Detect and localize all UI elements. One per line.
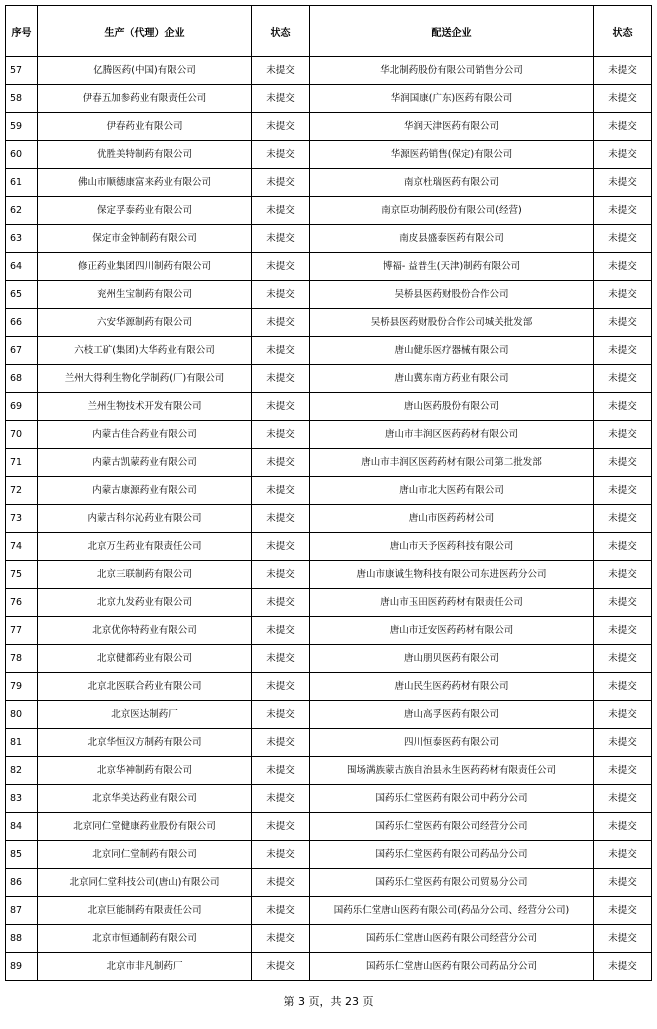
cell-producer: 北京华恒汉方制药有限公司 xyxy=(38,729,252,757)
cell-status-2: 未提交 xyxy=(594,645,652,673)
cell-producer: 北京医达制药厂 xyxy=(38,701,252,729)
cell-status-1: 未提交 xyxy=(252,617,310,645)
cell-seq: 58 xyxy=(6,85,38,113)
cell-status-1: 未提交 xyxy=(252,113,310,141)
cell-producer: 伊春五加参药业有限责任公司 xyxy=(38,85,252,113)
cell-seq: 81 xyxy=(6,729,38,757)
cell-status-2: 未提交 xyxy=(594,57,652,85)
cell-status-1: 未提交 xyxy=(252,561,310,589)
cell-seq: 60 xyxy=(6,141,38,169)
table-row xyxy=(6,757,652,785)
cell-status-1: 未提交 xyxy=(252,225,310,253)
cell-status-2: 未提交 xyxy=(594,925,652,953)
cell-distributor: 华润国康(广东)医药有限公司 xyxy=(310,85,594,113)
cell-producer: 北京北医联合药业有限公司 xyxy=(38,673,252,701)
cell-distributor: 国药乐仁堂医药有限公司药品分公司 xyxy=(310,841,594,869)
cell-producer: 北京万生药业有限责任公司 xyxy=(38,533,252,561)
cell-status-2: 未提交 xyxy=(594,897,652,925)
cell-seq: 72 xyxy=(6,477,38,505)
cell-status-2: 未提交 xyxy=(594,617,652,645)
cell-producer: 保定孚泰药业有限公司 xyxy=(38,197,252,225)
cell-seq: 63 xyxy=(6,225,38,253)
cell-status-1: 未提交 xyxy=(252,729,310,757)
cell-status-1: 未提交 xyxy=(252,841,310,869)
header-row xyxy=(6,6,652,57)
cell-status-2: 未提交 xyxy=(594,869,652,897)
cell-distributor: 国药乐仁堂医药有限公司经营分公司 xyxy=(310,813,594,841)
table-row xyxy=(6,617,652,645)
cell-status-1: 未提交 xyxy=(252,589,310,617)
table-row xyxy=(6,533,652,561)
cell-status-1: 未提交 xyxy=(252,869,310,897)
cell-producer: 优胜美特制药有限公司 xyxy=(38,141,252,169)
cell-status-2: 未提交 xyxy=(594,589,652,617)
cell-producer: 兰州大得利生物化学制药(厂)有限公司 xyxy=(38,365,252,393)
cell-seq: 79 xyxy=(6,673,38,701)
enterprise-status-table xyxy=(5,5,652,981)
cell-status-1: 未提交 xyxy=(252,477,310,505)
cell-distributor: 国药乐仁堂唐山医药有限公司经营分公司 xyxy=(310,925,594,953)
table-body xyxy=(6,57,652,981)
cell-distributor: 四川恒泰医药有限公司 xyxy=(310,729,594,757)
cell-status-1: 未提交 xyxy=(252,533,310,561)
cell-distributor: 围场满族蒙古族自治县永生医药药材有限责任公司 xyxy=(310,757,594,785)
cell-producer: 六枝工矿(集团)大华药业有限公司 xyxy=(38,337,252,365)
cell-distributor: 唐山市天予医药科技有限公司 xyxy=(310,533,594,561)
cell-seq: 67 xyxy=(6,337,38,365)
cell-distributor: 唐山市丰润区医药药材有限公司 xyxy=(310,421,594,449)
cell-distributor: 唐山朋贝医药有限公司 xyxy=(310,645,594,673)
cell-status-2: 未提交 xyxy=(594,281,652,309)
page-footer: 第 3 页，共 23 页 xyxy=(283,995,374,1008)
cell-distributor: 南皮县盛泰医药有限公司 xyxy=(310,225,594,253)
cell-seq: 86 xyxy=(6,869,38,897)
cell-status-1: 未提交 xyxy=(252,701,310,729)
cell-producer: 北京优你特药业有限公司 xyxy=(38,617,252,645)
table-row xyxy=(6,645,652,673)
cell-seq: 73 xyxy=(6,505,38,533)
cell-status-1: 未提交 xyxy=(252,393,310,421)
cell-producer: 伊春药业有限公司 xyxy=(38,113,252,141)
cell-status-1: 未提交 xyxy=(252,673,310,701)
cell-seq: 69 xyxy=(6,393,38,421)
table-row xyxy=(6,253,652,281)
cell-status-2: 未提交 xyxy=(594,953,652,981)
table-row xyxy=(6,897,652,925)
table-row xyxy=(6,673,652,701)
cell-status-2: 未提交 xyxy=(594,561,652,589)
cell-seq: 74 xyxy=(6,533,38,561)
cell-distributor: 国药乐仁堂唐山医药有限公司(药品分公司、经营分公司) xyxy=(310,897,594,925)
cell-status-1: 未提交 xyxy=(252,897,310,925)
cell-seq: 68 xyxy=(6,365,38,393)
cell-seq: 61 xyxy=(6,169,38,197)
cell-status-1: 未提交 xyxy=(252,925,310,953)
cell-status-1: 未提交 xyxy=(252,197,310,225)
cell-producer: 佛山市顺德康富来药业有限公司 xyxy=(38,169,252,197)
table-row xyxy=(6,281,652,309)
table-row xyxy=(6,561,652,589)
cell-seq: 59 xyxy=(6,113,38,141)
cell-status-1: 未提交 xyxy=(252,505,310,533)
cell-distributor: 唐山市玉田医药药材有限责任公司 xyxy=(310,589,594,617)
cell-distributor: 华北制药股份有限公司销售分公司 xyxy=(310,57,594,85)
cell-seq: 70 xyxy=(6,421,38,449)
cell-status-2: 未提交 xyxy=(594,365,652,393)
cell-status-1: 未提交 xyxy=(252,253,310,281)
cell-distributor: 唐山市丰润区医药药材有限公司第二批发部 xyxy=(310,449,594,477)
cell-producer: 内蒙古凯蒙药业有限公司 xyxy=(38,449,252,477)
table-row xyxy=(6,309,652,337)
cell-seq: 84 xyxy=(6,813,38,841)
cell-producer: 北京华神制药有限公司 xyxy=(38,757,252,785)
cell-status-2: 未提交 xyxy=(594,113,652,141)
cell-distributor: 国药乐仁堂唐山医药有限公司药品分公司 xyxy=(310,953,594,981)
table-row xyxy=(6,197,652,225)
table-row xyxy=(6,869,652,897)
cell-distributor: 吴桥县医药财股份合作公司 xyxy=(310,281,594,309)
cell-status-1: 未提交 xyxy=(252,365,310,393)
table-row xyxy=(6,141,652,169)
cell-distributor: 唐山市医药药材公司 xyxy=(310,505,594,533)
cell-status-2: 未提交 xyxy=(594,449,652,477)
cell-distributor: 吴桥县医药财股份合作公司城关批发部 xyxy=(310,309,594,337)
cell-distributor: 唐山高孚医药有限公司 xyxy=(310,701,594,729)
cell-seq: 76 xyxy=(6,589,38,617)
table-row xyxy=(6,841,652,869)
cell-producer: 内蒙古科尔沁药业有限公司 xyxy=(38,505,252,533)
cell-distributor: 华源医药销售(保定)有限公司 xyxy=(310,141,594,169)
cell-status-1: 未提交 xyxy=(252,785,310,813)
cell-status-1: 未提交 xyxy=(252,57,310,85)
cell-status-2: 未提交 xyxy=(594,533,652,561)
header-seq: 序号 xyxy=(6,6,38,57)
cell-producer: 北京同仁堂制药有限公司 xyxy=(38,841,252,869)
cell-distributor: 南京臣功制药股份有限公司(经营) xyxy=(310,197,594,225)
cell-status-2: 未提交 xyxy=(594,701,652,729)
cell-seq: 77 xyxy=(6,617,38,645)
cell-status-2: 未提交 xyxy=(594,393,652,421)
cell-status-1: 未提交 xyxy=(252,449,310,477)
table-row xyxy=(6,169,652,197)
header-producer: 生产（代理）企业 xyxy=(38,6,252,57)
table-row xyxy=(6,505,652,533)
cell-seq: 82 xyxy=(6,757,38,785)
cell-seq: 89 xyxy=(6,953,38,981)
table-header xyxy=(6,6,652,57)
cell-producer: 北京市恒通制药有限公司 xyxy=(38,925,252,953)
cell-producer: 六安华源制药有限公司 xyxy=(38,309,252,337)
cell-seq: 83 xyxy=(6,785,38,813)
cell-status-1: 未提交 xyxy=(252,953,310,981)
table-row xyxy=(6,477,652,505)
cell-status-2: 未提交 xyxy=(594,785,652,813)
cell-status-2: 未提交 xyxy=(594,841,652,869)
cell-status-2: 未提交 xyxy=(594,813,652,841)
cell-status-1: 未提交 xyxy=(252,813,310,841)
cell-status-2: 未提交 xyxy=(594,505,652,533)
cell-producer: 内蒙古佳合药业有限公司 xyxy=(38,421,252,449)
cell-seq: 75 xyxy=(6,561,38,589)
table-row xyxy=(6,57,652,85)
cell-producer: 北京华美达药业有限公司 xyxy=(38,785,252,813)
cell-distributor: 博福- 益普生(天津)制药有限公司 xyxy=(310,253,594,281)
cell-producer: 保定市金钟制药有限公司 xyxy=(38,225,252,253)
cell-producer: 北京同仁堂科技公司(唐山)有限公司 xyxy=(38,869,252,897)
table-row xyxy=(6,813,652,841)
cell-distributor: 唐山民生医药药材有限公司 xyxy=(310,673,594,701)
table-row xyxy=(6,925,652,953)
cell-status-1: 未提交 xyxy=(252,85,310,113)
cell-status-2: 未提交 xyxy=(594,421,652,449)
cell-status-1: 未提交 xyxy=(252,645,310,673)
cell-status-1: 未提交 xyxy=(252,757,310,785)
cell-status-2: 未提交 xyxy=(594,141,652,169)
cell-producer: 北京市非凡制药厂 xyxy=(38,953,252,981)
header-status-2: 状态 xyxy=(594,6,652,57)
cell-producer: 兰州生物技术开发有限公司 xyxy=(38,393,252,421)
cell-producer: 北京巨能制药有限责任公司 xyxy=(38,897,252,925)
cell-seq: 66 xyxy=(6,309,38,337)
table-row xyxy=(6,953,652,981)
table-row xyxy=(6,85,652,113)
cell-seq: 87 xyxy=(6,897,38,925)
cell-producer: 内蒙古康源药业有限公司 xyxy=(38,477,252,505)
cell-distributor: 国药乐仁堂医药有限公司中药分公司 xyxy=(310,785,594,813)
cell-status-1: 未提交 xyxy=(252,281,310,309)
cell-distributor: 南京杜瑞医药有限公司 xyxy=(310,169,594,197)
cell-seq: 88 xyxy=(6,925,38,953)
table-row xyxy=(6,225,652,253)
cell-distributor: 唐山市康诚生物科技有限公司东进医药分公司 xyxy=(310,561,594,589)
cell-producer: 北京同仁堂健康药业股份有限公司 xyxy=(38,813,252,841)
cell-status-1: 未提交 xyxy=(252,337,310,365)
cell-seq: 85 xyxy=(6,841,38,869)
table-row xyxy=(6,421,652,449)
cell-status-2: 未提交 xyxy=(594,253,652,281)
document-sheet xyxy=(5,5,651,981)
cell-status-2: 未提交 xyxy=(594,673,652,701)
cell-status-2: 未提交 xyxy=(594,337,652,365)
table-row xyxy=(6,785,652,813)
table-row xyxy=(6,337,652,365)
cell-distributor: 华润天津医药有限公司 xyxy=(310,113,594,141)
cell-producer: 修正药业集团四川制药有限公司 xyxy=(38,253,252,281)
cell-distributor: 唐山市迁安医药药材有限公司 xyxy=(310,617,594,645)
cell-status-1: 未提交 xyxy=(252,169,310,197)
table-row xyxy=(6,365,652,393)
cell-producer: 亿腾医药(中国)有限公司 xyxy=(38,57,252,85)
cell-distributor: 国药乐仁堂医药有限公司贸易分公司 xyxy=(310,869,594,897)
cell-distributor: 唐山市北大医药有限公司 xyxy=(310,477,594,505)
cell-distributor: 唐山冀东南方药业有限公司 xyxy=(310,365,594,393)
table-row xyxy=(6,393,652,421)
header-status-1: 状态 xyxy=(252,6,310,57)
cell-status-2: 未提交 xyxy=(594,85,652,113)
cell-distributor: 唐山健乐医疗器械有限公司 xyxy=(310,337,594,365)
cell-seq: 64 xyxy=(6,253,38,281)
cell-seq: 71 xyxy=(6,449,38,477)
cell-status-2: 未提交 xyxy=(594,197,652,225)
table-row xyxy=(6,701,652,729)
cell-seq: 78 xyxy=(6,645,38,673)
table-row xyxy=(6,729,652,757)
cell-status-2: 未提交 xyxy=(594,757,652,785)
cell-seq: 57 xyxy=(6,57,38,85)
header-distributor: 配送企业 xyxy=(310,6,594,57)
cell-seq: 62 xyxy=(6,197,38,225)
cell-status-2: 未提交 xyxy=(594,225,652,253)
cell-producer: 北京健都药业有限公司 xyxy=(38,645,252,673)
cell-status-2: 未提交 xyxy=(594,477,652,505)
cell-status-2: 未提交 xyxy=(594,729,652,757)
cell-producer: 兖州生宝制药有限公司 xyxy=(38,281,252,309)
cell-status-1: 未提交 xyxy=(252,421,310,449)
cell-producer: 北京三联制药有限公司 xyxy=(38,561,252,589)
cell-status-1: 未提交 xyxy=(252,141,310,169)
table-row xyxy=(6,449,652,477)
table-row xyxy=(6,113,652,141)
cell-status-2: 未提交 xyxy=(594,309,652,337)
cell-status-1: 未提交 xyxy=(252,309,310,337)
cell-distributor: 唐山医药股份有限公司 xyxy=(310,393,594,421)
cell-seq: 80 xyxy=(6,701,38,729)
table-row xyxy=(6,589,652,617)
cell-seq: 65 xyxy=(6,281,38,309)
cell-producer: 北京九发药业有限公司 xyxy=(38,589,252,617)
cell-status-2: 未提交 xyxy=(594,169,652,197)
